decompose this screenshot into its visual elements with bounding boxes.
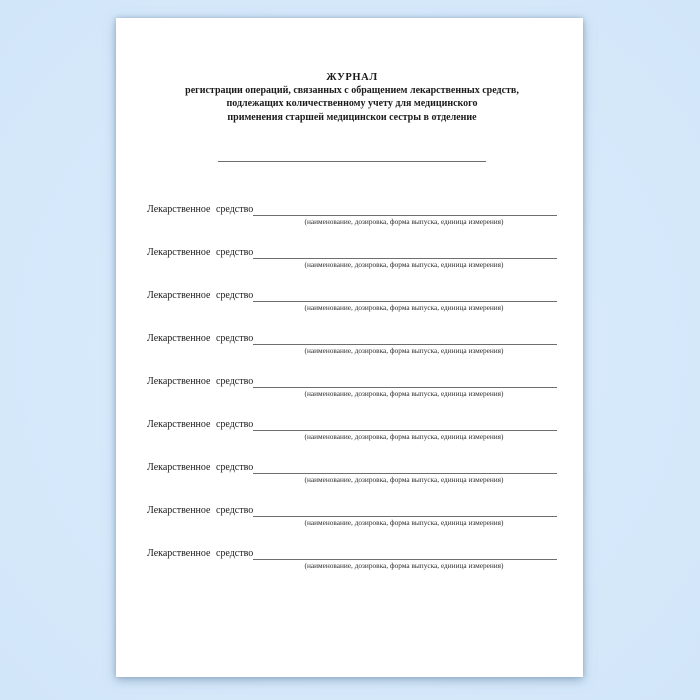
medicine-row <box>147 289 557 332</box>
medicine-row <box>147 203 557 246</box>
medicine-field-label: Лекарственное средство <box>147 376 254 388</box>
medicine-field-caption: (наименование, дозировка, форма выпуска, единица измерения) <box>304 217 504 227</box>
subtitle-line-1: регистрации операций, связанных с обращением лекарственных средств, <box>185 85 519 96</box>
medicine-field-label: Лекарственное средство <box>147 247 254 259</box>
medicine-field-line <box>147 203 557 216</box>
medicine-field-caption: (наименование, дозировка, форма выпуска, единица измерения) <box>304 518 504 528</box>
medicine-field-blank <box>253 202 557 216</box>
medicine-field-label: Лекарственное средство <box>147 204 254 216</box>
medicine-field-line <box>147 246 557 259</box>
medicine-field-blank <box>253 417 557 431</box>
medicine-field-line <box>147 332 557 345</box>
medicine-field-line <box>147 461 557 474</box>
medicine-field-line <box>147 504 557 517</box>
medicine-field-line <box>147 418 557 431</box>
medicine-row <box>147 332 557 375</box>
subtitle-line-2: подлежащих количественному учету для медицинского <box>226 98 478 110</box>
medicine-field-label: Лекарственное средство <box>147 419 254 431</box>
medicine-field-blank <box>253 288 557 302</box>
medicine-field-caption: (наименование, дозировка, форма выпуска, единица измерения) <box>304 303 504 313</box>
medicine-field-blank <box>253 374 557 388</box>
medicine-field-caption: (наименование, дозировка, форма выпуска, единица измерения) <box>304 561 504 571</box>
medicine-rows <box>147 203 557 590</box>
medicine-row <box>147 246 557 289</box>
document-page <box>116 18 583 677</box>
medicine-field-caption: (наименование, дозировка, форма выпуска, единица измерения) <box>304 260 504 270</box>
medicine-field-caption: (наименование, дозировка, форма выпуска, единица измерения) <box>304 346 504 356</box>
medicine-field-line <box>147 289 557 302</box>
medicine-row <box>147 461 557 504</box>
medicine-row <box>147 504 557 547</box>
medicine-field-caption: (наименование, дозировка, форма выпуска, единица измерения) <box>304 432 504 442</box>
medicine-field-label: Лекарственное средство <box>147 290 254 302</box>
medicine-field-label: Лекарственное средство <box>147 462 254 474</box>
medicine-field-caption: (наименование, дозировка, форма выпуска, единица измерения) <box>304 389 504 399</box>
medicine-row <box>147 418 557 461</box>
medicine-field-label: Лекарственное средство <box>147 548 254 560</box>
medicine-row <box>147 547 557 590</box>
medicine-field-blank <box>253 546 557 560</box>
medicine-field-blank <box>253 331 557 345</box>
page-title: ЖУРНАЛ <box>326 72 378 83</box>
medicine-field-line <box>147 547 557 560</box>
medicine-row <box>147 375 557 418</box>
medicine-field-blank <box>253 245 557 259</box>
document-header <box>147 71 557 124</box>
medicine-field-line <box>147 375 557 388</box>
medicine-field-caption: (наименование, дозировка, форма выпуска, единица измерения) <box>304 475 504 485</box>
medicine-field-blank <box>253 460 557 474</box>
subtitle-line-3: применения старшей медицинскои сестры в отделение <box>227 111 477 123</box>
medicine-field-blank <box>253 503 557 517</box>
header-rule-line <box>218 161 486 162</box>
medicine-field-label: Лекарственное средство <box>147 505 254 517</box>
medicine-field-label: Лекарственное средство <box>147 333 254 345</box>
